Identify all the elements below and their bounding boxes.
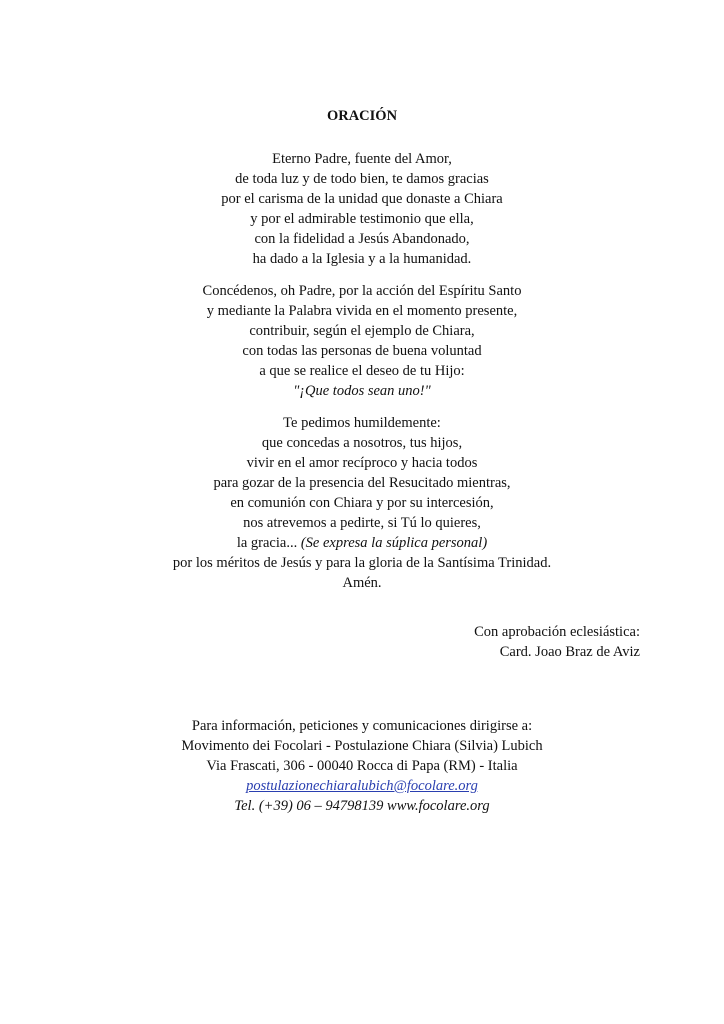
- contact-phone-web: Tel. (+39) 06 – 94798139 www.focolare.org: [234, 798, 490, 814]
- ecclesiastical-approval: [474, 622, 640, 662]
- stanza-line: que concedas a nosotros, tus hijos,: [261, 435, 463, 451]
- gracia-prefix: la gracia...: [236, 535, 298, 551]
- approval-signatory: Card. Joao Braz de Aviz: [499, 644, 640, 660]
- stanza-line: y mediante la Palabra vivida en el momento presente,: [206, 303, 518, 319]
- stanza-line: por los méritos de Jesús y para la gloria de la Santísima Trinidad.: [172, 555, 552, 571]
- prayer-title: ORACIÓN: [326, 108, 398, 124]
- stanza-line: contribuir, según el ejemplo de Chiara,: [249, 323, 475, 339]
- stanza-line: vivir en el amor recíproco y hacia todos: [246, 455, 478, 471]
- stanza-line: por el carisma de la unidad que donaste a Chiara: [221, 191, 503, 207]
- stanza-line: con la fidelidad a Jesús Abandonado,: [254, 231, 470, 247]
- contact-block: [0, 716, 724, 816]
- stanza-line: Concédenos, oh Padre, por la acción del Espíritu Santo: [202, 283, 522, 299]
- gracia-instruction: (Se expresa la súplica personal): [300, 535, 488, 551]
- stanza-2: [0, 281, 724, 401]
- stanza-line: en comunión con Chiara y por su intercesión,: [230, 495, 494, 511]
- contact-email-link[interactable]: postulazionechiaralubich@focolare.org: [246, 778, 478, 794]
- stanza-line: con todas las personas de buena voluntad: [242, 343, 482, 359]
- stanza-line: ha dado a la Iglesia y a la humanidad.: [252, 251, 472, 267]
- stanza-line: para gozar de la presencia del Resucitado mientras,: [213, 475, 511, 491]
- amen-line: Amén.: [342, 575, 382, 591]
- approval-label: Con aprobación eclesiástica:: [474, 624, 640, 640]
- stanza-quote-line: "¡Que todos sean uno!": [293, 383, 431, 399]
- stanza-line: nos atrevemos a pedirte, si Tú lo quieres,: [243, 515, 481, 531]
- contact-organization: Movimento dei Focolari - Postulazione Chiara (Silvia) Lubich: [181, 738, 543, 754]
- stanza-line: de toda luz y de todo bien, te damos gracias: [235, 171, 489, 187]
- stanza-line: Te pedimos humildemente:: [283, 415, 441, 431]
- contact-address: Via Frascati, 306 - 00040 Rocca di Papa (RM) - Italia: [206, 758, 518, 774]
- stanza-line: Eterno Padre, fuente del Amor,: [272, 151, 452, 167]
- stanza-line: a que se realice el deseo de tu Hijo:: [259, 363, 465, 379]
- contact-email-line: [0, 776, 724, 796]
- stanza-line: y por el admirable testimonio que ella,: [250, 211, 474, 227]
- gracia-line: [0, 533, 724, 553]
- stanza-1: [0, 149, 724, 269]
- contact-intro: Para información, peticiones y comunicaciones dirigirse a:: [191, 718, 533, 734]
- stanza-3: [0, 413, 724, 593]
